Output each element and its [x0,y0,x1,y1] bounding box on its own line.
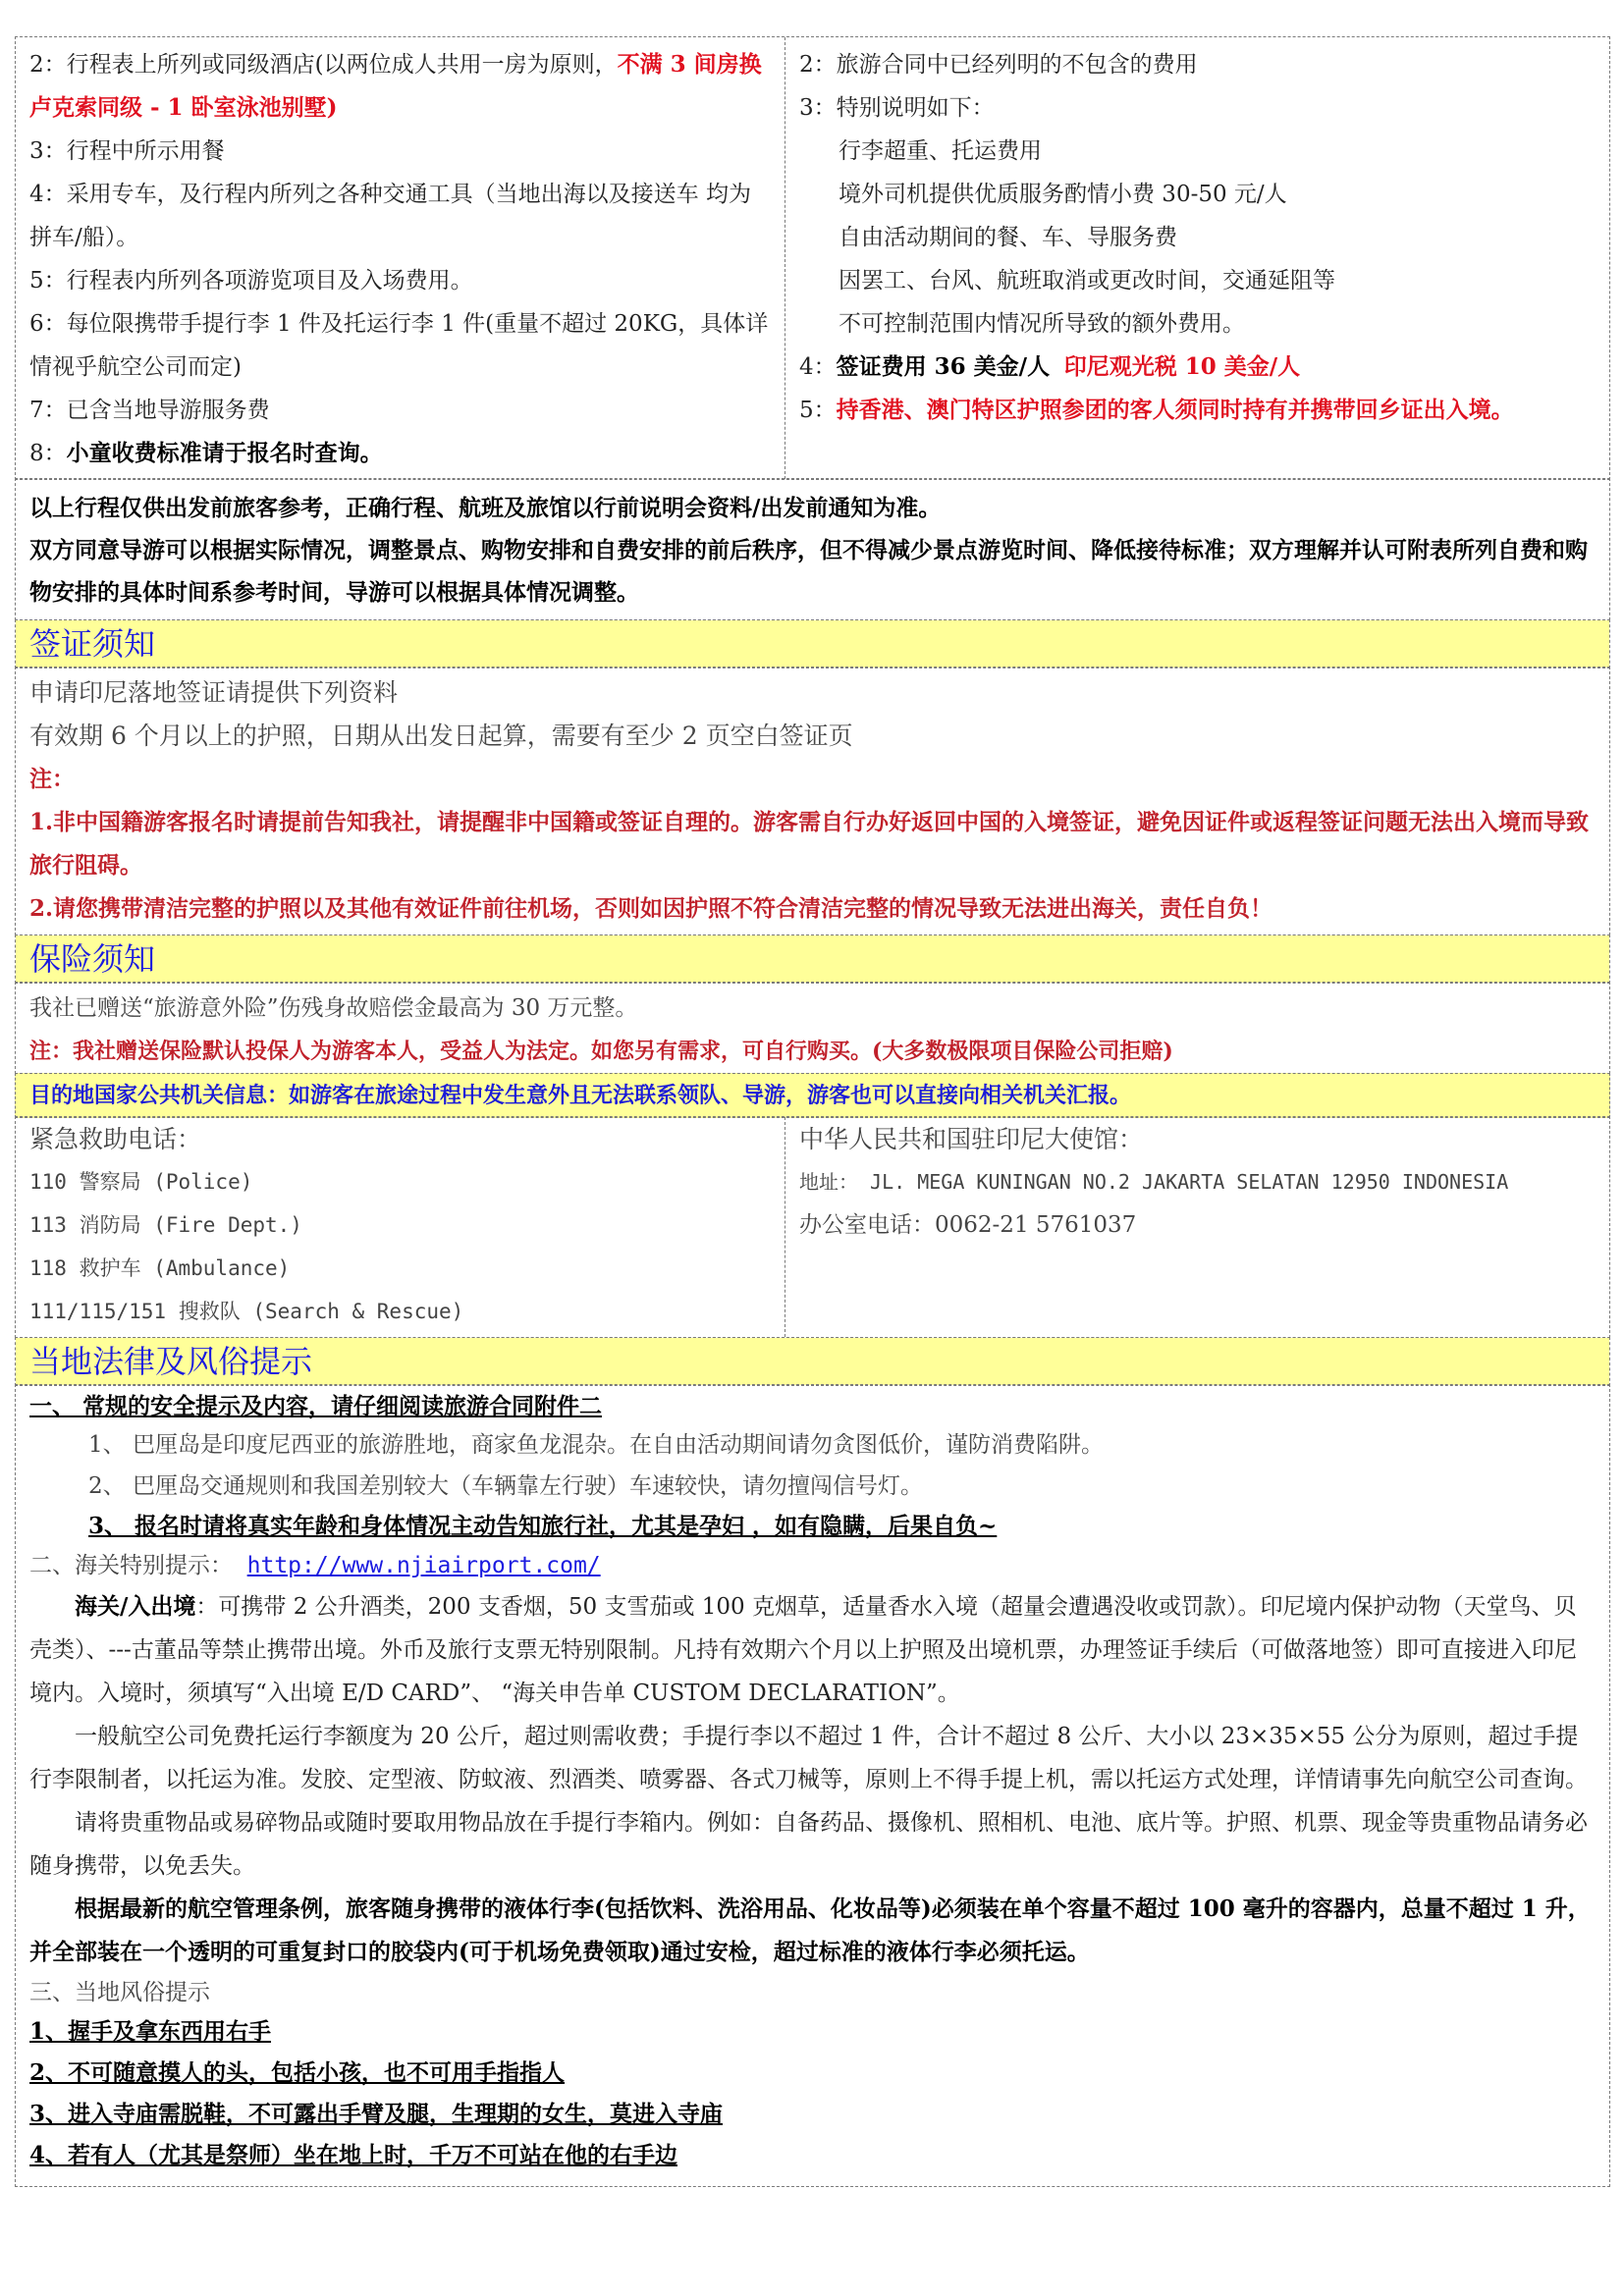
laws-heading-1: 一、 常规的安全提示及内容，请仔细阅读旅游合同附件二 [29,1393,603,1419]
notice-line-2: 双方同意导游可以根据实际情况，调整景点、购物安排和自费安排的前后秩序，但不得减少景点游览时间、降低接待标准；双方理解并认可附表所列自费和购物安排的具体时间系参考时间，导游可以根据具体情况调整。 [29,537,1588,606]
visa-line-2: 有效期 6 个月以上的护照，日期从出发日起算，需要有至少 2 页空白签证页 [29,721,853,750]
visa-line-1: 申请印尼落地签证请提供下列资料 [29,678,399,707]
custom-tip: 2、不可随意摸人的头，包括小孩，也不可用手指指人 [29,2059,566,2086]
excluded-item-5: 5：持香港、澳门特区护照参团的客人须同时持有并携带回乡证出入境。 [799,396,1514,423]
visa-note-1: 1.非中国籍游客报名时请提前告知我社，请提醒非中国籍或签证自理的。游客需自行办好返回中国的入境签证，避免因证件或返程签证问题无法出入境而导致旅行阻碍。 [29,809,1590,879]
emergency-phones [16,1117,785,1337]
itinerary-notice [15,478,1610,620]
luggage-paragraph: 一般航空公司免费托运行李额度为 20 公斤，超过则需收费；手提行李以不超过 1 件，合计不超过 8 公斤、大小以 23×35×55 公分为原则，超过手提行李限制者，以托运为准。发胶、定型液、防蚊液、烈酒类、喷雾器、各式刀械等，原则上不得手提上机，需以托运方式处理，详情请事先向航空公司查询。 [29,1724,1588,1792]
insurance-body [15,982,1610,1074]
visa-section [15,619,1610,668]
embassy-info [785,1117,1609,1337]
customs-heading: 二、海关特别提示： http://www.njiairport.com/ [29,1553,601,1578]
laws-section [15,1337,1610,1386]
custom-tip: 4、若有人（尤其是祭师）坐在地上时，千万不可站在他的右手边 [29,2142,678,2168]
laws-heading: 当地法律及风俗提示 [16,1338,1609,1385]
excluded-sub-item: 行李超重、托运费用 [839,137,1042,164]
included-item-4: 4：采用专车，及行程内所列之各种交通工具（当地出海以及接送车 均为拼车/船）。 [29,181,751,250]
valuables-paragraph: 请将贵重物品或易碎物品或随时要取用物品放在手提行李箱内。例如：自备药品、摄像机、照相机、电池、底片等。护照、机票、现金等贵重物品请务必随身携带，以免丢失。 [29,1810,1588,1879]
custom-tip: 1、握手及拿东西用右手 [29,2018,272,2045]
insurance-heading: 保险须知 [16,935,1609,983]
included-item-7: 7：已含当地导游服务费 [29,397,270,423]
document [15,37,1610,2187]
laws-safety-3: 3、 报名时请将真实年龄和身体情况主动告知旅行社，尤其是孕妇 ，如有隐瞒，后果自负~ [88,1513,998,1539]
included-item-6: 6：每位限携带手提行李 1 件及托运行李 1 件(重量不超过 20KG，具体详情视乎航空公司而定) [29,310,769,380]
excluded-sub-item: 因罢工、台风、航班取消或更改时间，交通延阻等 [839,267,1335,294]
embassy-phone: 办公室电话：0062-21 5761037 [799,1212,1137,1238]
visa-note-label: 注： [29,766,75,792]
emergency-title: 紧急救助电话： [29,1125,202,1153]
embassy-title: 中华人民共和国驻印尼大使馆： [799,1125,1144,1153]
excluded-sub-item: 境外司机提供优质服务酌情小费 30-50 元/人 [839,181,1287,207]
customs-paragraph: 海关/入出境：可携带 2 公升酒类，200 支香烟，50 支雪茄或 100 克烟草，适量香水入境（超量会遭遇没收或罚款）。印尼境内保护动物（天堂鸟、贝壳类）、---古董品等禁止携带出境。外币及旅行支票无特别限制。凡持有效期六个月以上护照及出境机票，办理签证手续后（可做落地签）即可直接进入印尼境内。入境时，须填写“入出境 E/D CARD”、 “海关申告单 CUSTOM DECLARATION”。 [29,1593,1577,1706]
excluded-sub-item: 不可控制范围内情况所导致的额外费用。 [839,310,1245,337]
insurance-line-1: 我社已赠送“旅游意外险”伤残身故赔偿金最高为 30 万元整。 [29,995,638,1021]
authority-info-text: 目的地国家公共机关信息：如游客在旅途过程中发生意外且无法联系领队、导游，游客也可以直接向相关机关汇报。 [29,1082,1132,1108]
insurance-note: 注：我社赠送保险默认投保人为游客本人，受益人为法定。如您另有需求，可自行购买。(大多数极限项目保险公司拒赔) [29,1039,1173,1064]
excluded-item-3: 3：特别说明如下： [799,94,995,121]
excluded-sub-item: 自由活动期间的餐、车、导服务费 [839,224,1177,250]
excluded-item-4: 4：签证费用 36 美金/人 印尼观光税 10 美金/人 [799,352,1301,380]
visa-body [15,667,1610,935]
embassy-address: 地址： JL. MEGA KUNINGAN NO.2 JAKARTA SELATAN 12950 INDONESIA [799,1170,1509,1194]
fee-section [15,36,1610,480]
laws-body [15,1384,1610,2187]
authority-info [15,1073,1610,1118]
included-item-3: 3：行程中所示用餐 [29,137,225,164]
emergency-line: 111/115/151 搜救队 (Search & Rescue) [29,1300,464,1323]
emergency-line: 118 救护车 (Ambulance) [29,1256,291,1280]
laws-safety-1: 1、 巴厘岛是印度尼西亚的旅游胜地，商家鱼龙混杂。在自由活动期间请勿贪图低价，谨防消费陷阱。 [88,1432,1104,1458]
emergency-line: 113 消防局 (Fire Dept.) [29,1213,302,1237]
included-item-5: 5：行程表内所列各项游览项目及入场费用。 [29,267,473,294]
notice-line-1: 以上行程仅供出发前旅客参考，正确行程、航班及旅馆以行前说明会资料/出发前通知为准。 [29,495,942,521]
customs-tips-heading: 三、当地风俗提示 [29,1980,210,2005]
emergency-line: 110 警察局 (Police) [29,1170,253,1194]
liquids-paragraph: 根据最新的航空管理条例，旅客随身携带的液体行李(包括饮料、洗浴用品、化妆品等)必须装在单个容量不超过 100 毫升的容器内，总量不超过 1 升，并全部装在一个透明的可重复封口的胶袋内(可于机场免费领取)通过安检，超过标准的液体行李必须托运。 [29,1896,1591,1965]
included-item-8: 8：小童收费标准请于报名时查询。 [29,439,383,466]
airport-link[interactable]: http://www.njiairport.com/ [246,1553,601,1578]
fee-included-column [16,37,785,479]
excluded-item-2: 2：旅游合同中已经列明的不包含的费用 [799,51,1198,78]
included-item-2: 2：行程表上所列或同级酒店(以两位成人共用一房为原则，不满 3 间房换卢克索同级 - 1 卧室泳池别墅) [29,50,762,121]
emergency-section [15,1116,1610,1338]
fee-excluded-column [785,37,1609,479]
visa-note-2: 2.请您携带清洁完整的护照以及其他有效证件前往机场，否则如因护照不符合清洁完整的情况导致无法进出海关，责任自负！ [29,895,1273,922]
visa-heading: 签证须知 [16,620,1609,667]
laws-safety-2: 2、 巴厘岛交通规则和我国差别较大（车辆靠左行驶）车速较快，请勿擅闯信号灯。 [88,1473,923,1499]
custom-tip: 3、进入寺庙需脱鞋，不可露出手臂及腿，生理期的女生，莫进入寺庙 [29,2101,724,2127]
insurance-section [15,934,1610,984]
